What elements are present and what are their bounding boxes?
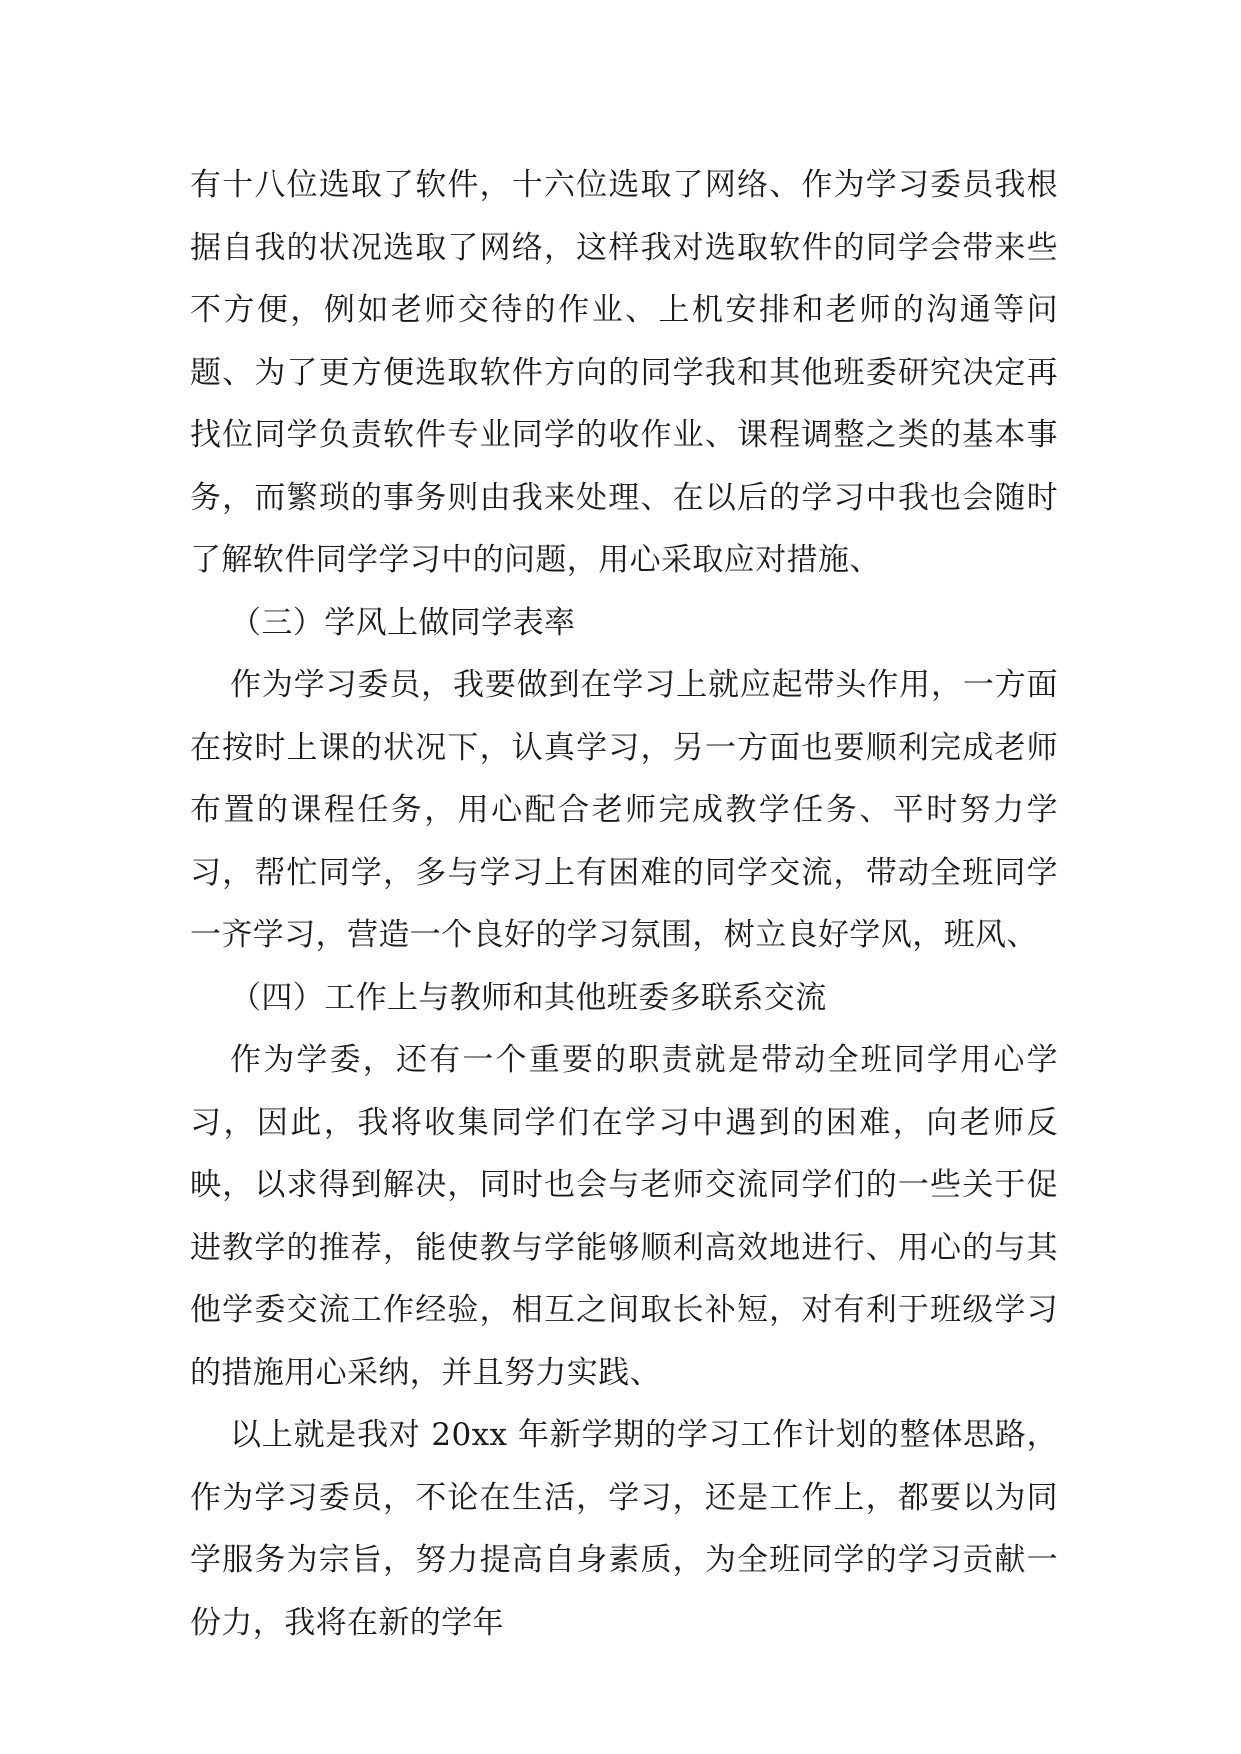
section-heading-3: （三）学风上做同学表率 bbox=[230, 604, 576, 641]
paragraph-software-network-choice: 有十八位选取了软件，十六位选取了网络、作为学习委员我根据自我的状况选取了网络，这样我对选取软件的同学会带来些不方便，例如老师交待的作业、上机安排和老师的沟通等问题、为了更方便选取软件方向的同学我和其他班委研究决定再找位同学负责软件专业同学的收作业、课程调整之类的基本事务，而繁琐的事务则由我来处理、在以后的学习中我也会随时了解软件同学学习中的问题，用心采取应对措施、 bbox=[190, 167, 1058, 578]
section-heading-4: （四）工作上与教师和其他班委多联系交流 bbox=[230, 979, 827, 1016]
document-body bbox=[190, 154, 1058, 1654]
paragraph-study-example: 作为学习委员，我要做到在学习上就应起带头作用，一方面在按时上课的状况下，认真学习，另一方面也要顺利完成老师布置的课程任务，用心配合老师完成教学任务、平时努力学习，帮忙同学，多与学习上有困难的同学交流，带动全班同学一齐学习，营造一个良好的学习氛围，树立良好学风，班风、 bbox=[190, 667, 1058, 953]
paragraph-communication: 作为学委，还有一个重要的职责就是带动全班同学用心学习，因此，我将收集同学们在学习中遇到的困难，向老师反映，以求得到解决，同时也会与老师交流同学们的一些关于促进教学的推荐，能使教与学能够顺利高效地进行、用心的与其他学委交流工作经验，相互之间取长补短，对有利于班级学习的措施用心采纳，并且努力实践、 bbox=[190, 1042, 1058, 1391]
paragraph-summary: 以上就是我对 20xx 年新学期的学习工作计划的整体思路，作为学习委员，不论在生活，学习，还是工作上，都要以为同学服务为宗旨，努力提高自身素质，为全班同学的学习贡献一份力，我将在新的学年 bbox=[190, 1417, 1058, 1641]
